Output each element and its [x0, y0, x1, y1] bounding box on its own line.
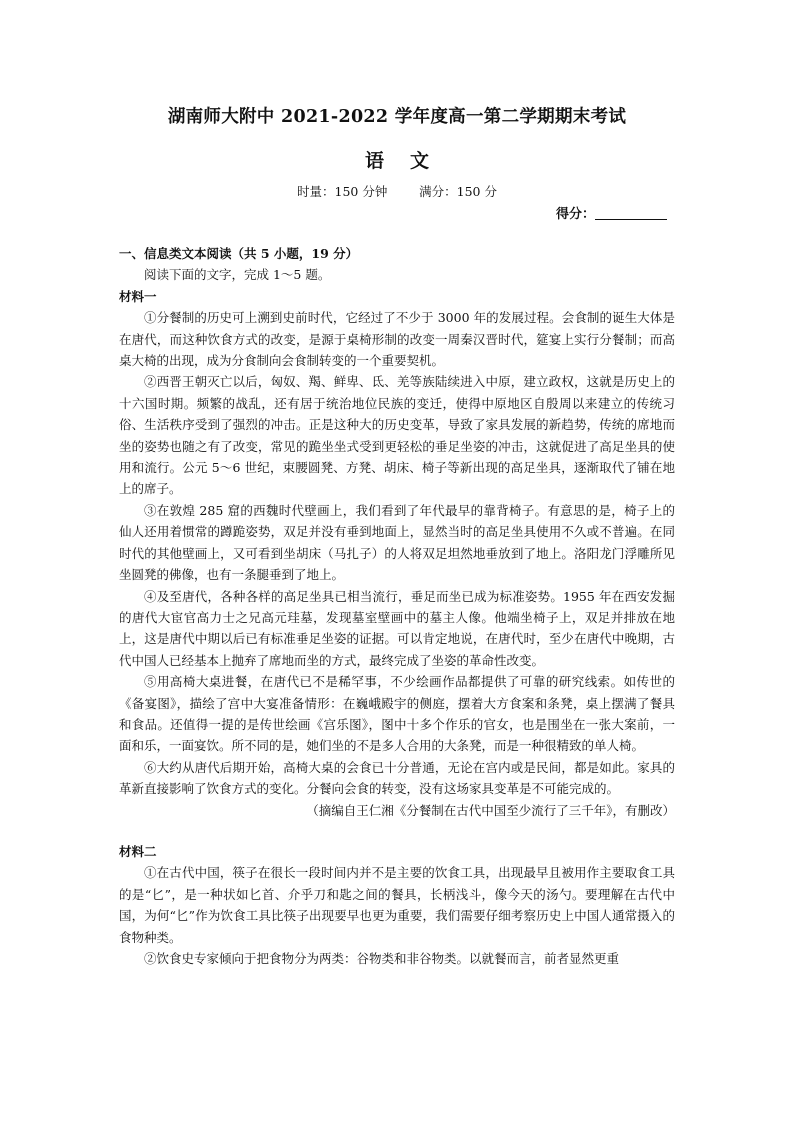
score-line: [556, 203, 667, 222]
section-instruction: 阅读下面的文字，完成 1～5 题。: [144, 267, 331, 283]
material-1-paragraph: ⑥大约从唐代后期开始，高椅大桌的会食已十分普通，无论在宫内或是民间，都是如此。家具的革新直接影响了饮食方式的变化。分餐向会食的转变，没有这场家具变革是不可能完成的。: [119, 759, 675, 797]
subject-title: 语文: [364, 150, 455, 172]
material-1-label: 材料一: [119, 288, 157, 304]
material-1-paragraph: ②西晋王朝灭亡以后，匈奴、羯、鲜卑、氐、羌等族陆续进入中原，建立政权，这就是历史上的十六国时期。频繁的战乱，还有居于统治地位民族的变迁，使得中原地区自殷周以来建立的传统习俗、生活秩序受到了强烈的冲击。正是这种大的历史变革，导致了家具发展的新趋势，传统的席地而坐的姿势也随之有了改变，常见的跪坐坐式受到更轻松的垂足坐姿的冲击，这就促进了高足坐具的使用和流行。公元 5～6 世纪，束腰圆凳、方凳、胡床、椅子等新出现的高足坐具，逐渐取代了铺在地上的席子。: [119, 374, 675, 497]
score-label: 得分：: [556, 207, 596, 222]
exam-title: 湖南师大附中 2021-2022 学年度高一第二学期期末考试: [167, 107, 627, 127]
material-1-paragraph: ③在敦煌 285 窟的西魏时代壁画上，我们看到了年代最早的靠背椅子。有意思的是，椅子上的仙人还用着惯常的蹲跪姿势，双足并没有垂到地面上，显然当时的高足坐具使用不久或不普遍。在同时代的其他壁画上，又可看到坐胡床（马扎子）的人将双足坦然地垂放到了地上。洛阳龙门浮雕所见坐圆凳的佛像，也有一条腿垂到了地上。: [119, 502, 675, 583]
score-blank: [595, 206, 667, 220]
material-2-paragraph: ②饮食史专家倾向于把食物分为两类：谷物类和非谷物类。以就餐而言，前者显然更重: [144, 951, 620, 966]
section-heading: 一、信息类文本阅读（共 5 小题，19 分）: [119, 246, 359, 261]
reading-section: [119, 243, 675, 969]
time-score-info: 时量：150 分钟 满分：150 分: [297, 184, 497, 199]
material-2-paragraph: ①在古代中国，筷子在很长一段时间内并不是主要的饮食工具，出现最早且被用作主要取食工具的是“匕”，是一种状如匕首、介乎刀和匙之间的餐具，长柄浅斗，像今天的汤勺。要理解在古代中国，为何“匕”作为饮食工具比筷子出现要早也更为重要，我们需要仔细考察历史上中国人通常摄入的食物种类。: [119, 865, 675, 945]
material-2-label: 材料二: [119, 843, 157, 859]
material-1-paragraph: ①分餐制的历史可上溯到史前时代，它经过了不少于 3000 年的发展过程。会食制的诞生大体是在唐代，而这种饮食方式的改变，是源于桌椅形制的改变一周秦汉晋时代，筵宴上实行分餐制；而高桌大椅的出现，成为分食制向会食制转变的一个重要契机。: [119, 310, 675, 369]
material-1-paragraph: ④及至唐代，各种各样的高足坐具已相当流行，垂足而坐已成为标准姿势。1955 年在西安发掘的唐代大宦官高力士之兄高元珪墓，发现墓室壁画中的墓主人像。他端坐椅子上，双足并排放在地上，这是唐代中期以后已有标准垂足坐姿的证据。可以肯定地说，在唐代时，至少在唐代中晚期，古代中国人已经基本上抛弃了席地而坐的方式，最终完成了坐姿的革命性改变。: [119, 588, 675, 668]
material-1-paragraph: ⑤用高椅大桌进餐，在唐代已不是稀罕事，不少绘画作品都提供了可靠的研究线索。如传世的《备宴图》，描绘了宫中大宴准备情形：在巍峨殿宇的侧庭，摆着大方食案和条凳，桌上摆满了餐具和食品。还值得一提的是传世绘画《宫乐图》，图中十多个作乐的官女，也是围坐在一张大案前，一面和乐，一面宴饮。所不同的是，她们坐的不是多人合用的大条凳，而是一种很精致的单人椅。: [119, 674, 675, 754]
material-1-source: （摘编自王仁湘《分餐制在古代中国至少流行了三千年》，有删改）: [306, 802, 675, 818]
